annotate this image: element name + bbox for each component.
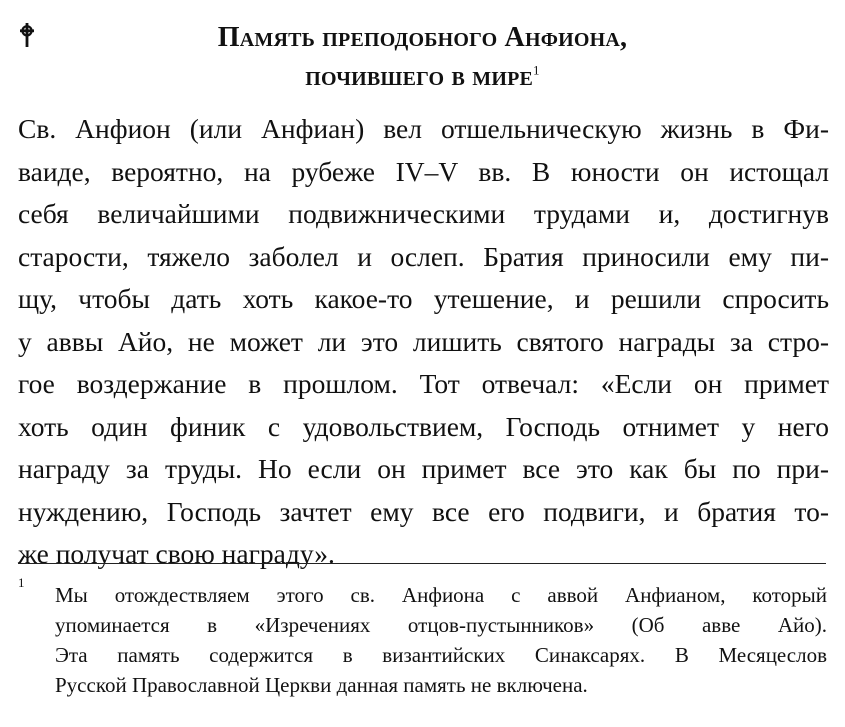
- paragraph-line: нуждению, Господь зачтет ему все его подвиги, и братия то-: [18, 495, 829, 527]
- footnote-reference: 1: [533, 62, 540, 78]
- footnote-line-last: Русской Православной Церкви данная память не включена.: [55, 673, 588, 697]
- footnote-line: Эта память содержится в византийских Синаксарях. В Месяцеслов: [55, 643, 827, 667]
- footnote-text: [55, 580, 827, 700]
- paragraph-line: награду за труды. Но если он примет все это как бы по при-: [18, 453, 829, 484]
- footnote-line: упоминается в «Изречениях отцов-пустынников» (Об авве Айо).: [55, 613, 827, 637]
- page-title-line-2: [60, 60, 785, 94]
- paragraph-line: гое воздержание в прошлом. Тот отвечал: «Если он примет: [18, 368, 829, 399]
- paragraph-line-last: же получат свою награду».: [18, 538, 335, 569]
- paragraph-line: ваиде, вероятно, на рубеже IV–V вв. В юности он истощал: [18, 155, 829, 187]
- page-title-line-2-text: почившего в мире: [305, 61, 534, 92]
- cross-icon-svg: [18, 23, 36, 47]
- paragraph-line: хоть один финик с удовольствием, Господь отнимет у него: [18, 410, 829, 442]
- paragraph-line: Св. Анфион (или Анфиан) вел отшельническую жизнь в Фи-: [18, 113, 829, 144]
- paragraph-line: себя величайшими подвижническими трудами и, достигнув: [18, 198, 829, 229]
- paragraph-line: старости, тяжело заболел и ослеп. Братия приносили ему пи-: [18, 240, 829, 272]
- footnote-divider: [18, 563, 826, 564]
- paragraph-line: у аввы Айо, не может ли это лишить святого награды за стро-: [18, 325, 829, 357]
- main-paragraph: [18, 108, 829, 576]
- paragraph-line: щу, чтобы дать хоть какое-то утешение, и решили спросить: [18, 283, 829, 314]
- cross-icon: [18, 23, 36, 51]
- footnote-marker: 1: [18, 575, 25, 590]
- page-title-line-1: Память преподобного Анфиона,: [217, 22, 628, 53]
- footnote-line: Мы отождествляем этого св. Анфиона с аввой Анфианом, который: [55, 583, 827, 607]
